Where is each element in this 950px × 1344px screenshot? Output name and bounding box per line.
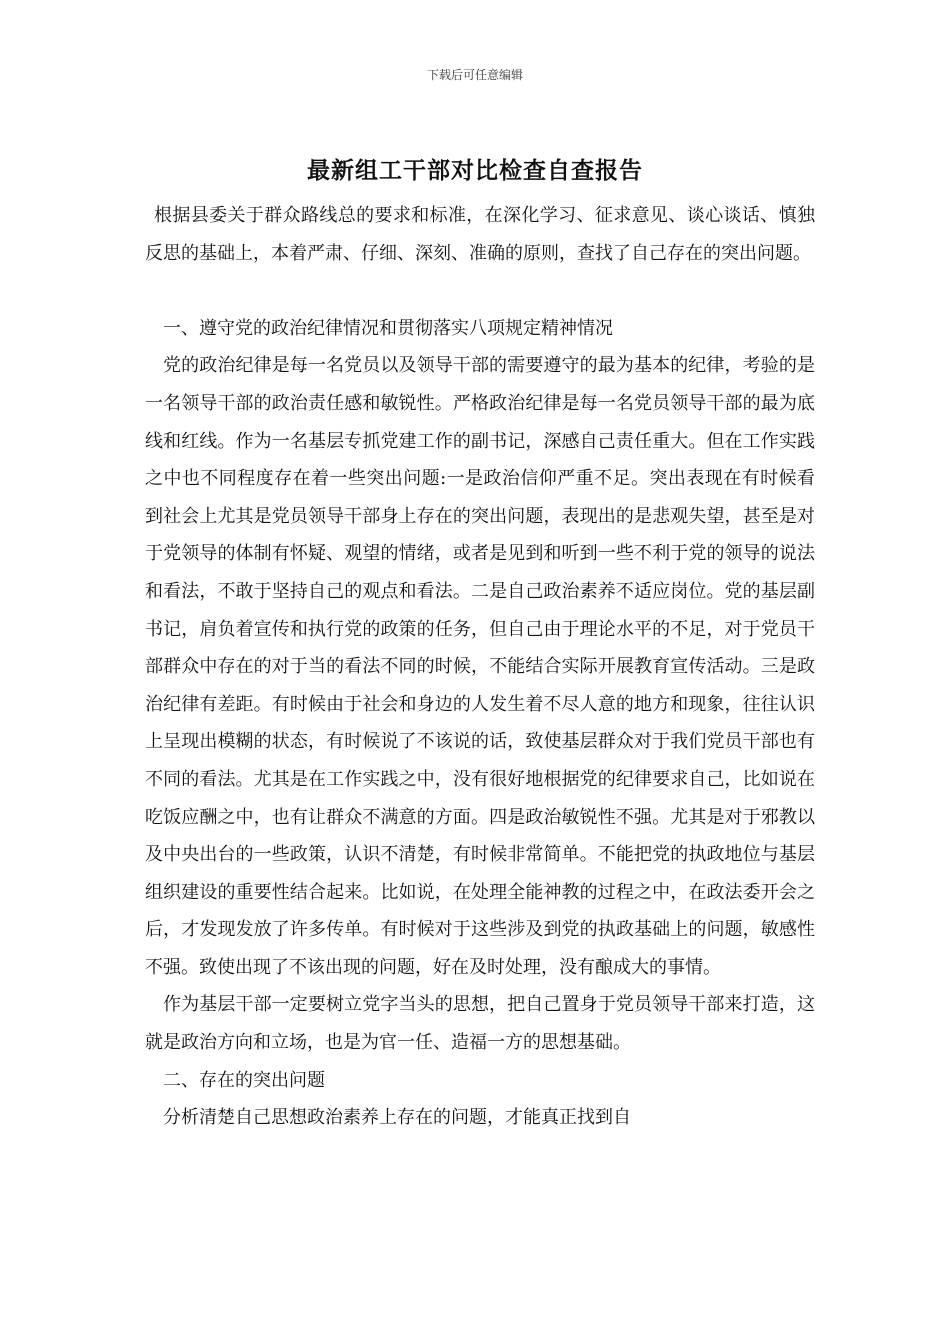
- section-1-heading: 一、遵守党的政治纪律情况和贯彻落实八项规定精神情况: [163, 317, 613, 339]
- paragraph-spacer: [145, 272, 815, 310]
- document-body: [145, 197, 815, 1137]
- document-title: 最新组工干部对比检查自查报告: [307, 157, 643, 184]
- section-1-paragraph-1: 党的政治纪律是每一名党员以及领导干部的需要遵守的最为基本的纪律，考验的是一名领导干部的政治责任感和敏锐性。严格政治纪律是每一名党员领导干部的最为底线和红线。作为一名基层专抓党建工作的副书记，深感自己责任重大。但在工作实践之中也不同程度存在着一些突出问题:一是政治信仰严重不足。突出表现在有时候看到社会上尤其是党员领导干部身上存在的突出问题，表现出的是悲观失望，甚至是对于党领导的体制有怀疑、观望的情绪，或者是见到和听到一些不利于党的领导的说法和看法，不敢于坚持自己的观点和看法。二是自己政治素养不适应岗位。党的基层副书记，肩负着宣传和执行党的政策的任务，但自己由于理论水平的不足，对于党员干部群众中存在的对于当的看法不同的时候，不能结合实际开展教育宣传活动。三是政治纪律有差距。有时候由于社会和身边的人发生着不尽人意的地方和现象，往往认识上呈现出模糊的状态，有时候说了不该说的话，致使基层群众对于我们党员干部也有不同的看法。尤其是在工作实践之中，没有很好地根据党的纪律要求自己，比如说在吃饭应酬之中，也有让群众不满意的方面。四是政治敏锐性不强。尤其是对于邪教以及中央出台的一些政策，认识不清楚，有时候非常简单。不能把党的执政地位与基层组织建设的重要性结合起来。比如说，在处理全能神教的过程之中，在政法委开会之后，才发现发放了许多传单。有时候对于这些涉及到党的执政基础上的问题，敏感性不强。致使出现了不该出现的问题，好在及时处理，没有酿成大的事情。: [145, 355, 815, 978]
- section-1-paragraph-2: 作为基层干部一定要树立党字当头的思想，把自己置身于党员领导干部来打造，这就是政治方向和立场，也是为官一任、造福一方的思想基础。: [145, 994, 815, 1054]
- header-note: 下载后可任意编辑: [426, 68, 523, 82]
- section-2-heading: 二、存在的突出问题: [163, 1069, 325, 1091]
- intro-paragraph: 根据县委关于群众路线总的要求和标准，在深化学习、征求意见、谈心谈话、慎独反思的基础上，本着严肃、仔细、深刻、准确的原则，查找了自己存在的突出问题。: [145, 205, 815, 264]
- section-2-paragraph-1: 分析清楚自己思想政治素养上存在的问题，才能真正找到自: [163, 1107, 631, 1129]
